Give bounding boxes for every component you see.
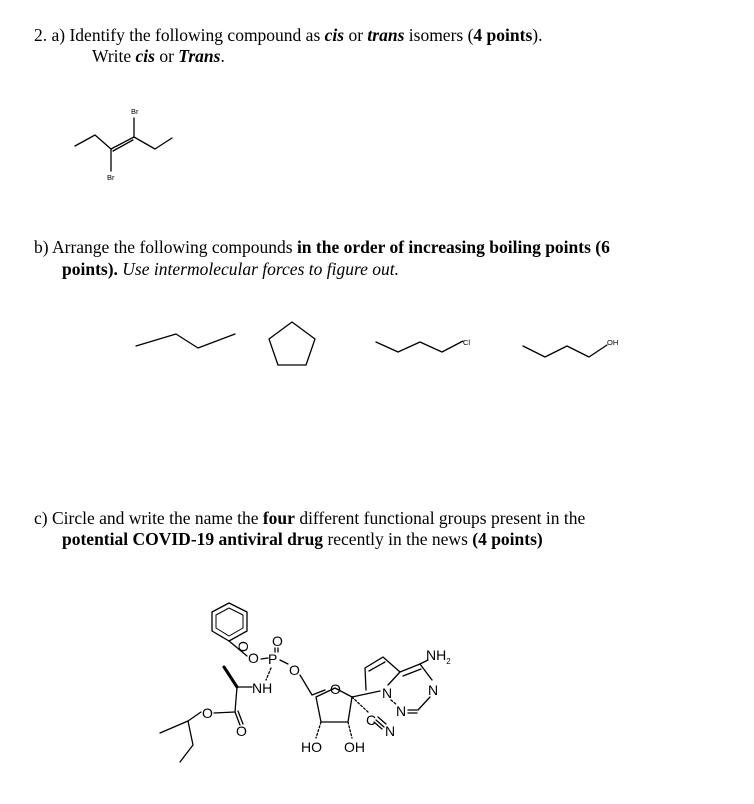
q2a-line2-trans: Trans	[178, 46, 221, 66]
nitrile-c-label: C	[366, 712, 377, 728]
ester-o-label: O	[202, 705, 213, 721]
pentanol-structure	[523, 338, 618, 357]
q2a-line2-cis: cis	[135, 46, 155, 66]
q2a-line2-end: .	[220, 46, 225, 66]
nh2-label	[426, 647, 451, 666]
q2c-line2	[62, 528, 543, 550]
nh2-text: NH	[426, 647, 447, 663]
q2c-line1-rest: different functional groups present in the	[294, 508, 586, 528]
n3-label: N	[396, 703, 407, 719]
q2a-points: 4 points	[473, 25, 533, 45]
q2b-line2-italic: Use intermolecular forces to figure out.	[117, 259, 400, 279]
q2c-four: four	[262, 508, 295, 528]
butane-structure	[136, 334, 235, 348]
q2a-mid: isomers (	[404, 25, 474, 45]
n2-label: N	[428, 682, 439, 698]
chloropentane-structure	[376, 338, 470, 352]
q2a-trans: trans	[367, 25, 405, 45]
q2c-line1	[34, 507, 585, 529]
q2b-line1-bold: in the order of increasing boiling points (6	[296, 237, 610, 257]
q2c-line1-prefix: c) Circle and write the name the	[34, 508, 263, 528]
br-top-label: Br	[131, 107, 139, 116]
antiviral-structure	[160, 603, 451, 762]
ho-label: HO	[301, 739, 322, 755]
oh-label: OH	[607, 338, 619, 347]
alkene-structure	[75, 107, 172, 182]
q2c-line2-mid: recently in the news	[323, 529, 473, 549]
phenoxy-o-label: O	[248, 650, 259, 666]
q2a-or: or	[344, 25, 368, 45]
q2a-line2-prefix: Write	[92, 46, 136, 66]
q2a-line1-prefix: 2. a) Identify the following compound as	[34, 25, 325, 45]
cl-label: Cl	[463, 338, 471, 347]
nh2-subscript: 2	[446, 657, 451, 666]
q2c-points: (4 points)	[472, 529, 543, 549]
carbonyl-o-label: O	[236, 723, 247, 739]
n1-label: N	[382, 685, 393, 701]
q2a-cis: cis	[324, 25, 345, 45]
ester-o-vertical-label: O	[235, 641, 251, 652]
ring-o-label: O	[330, 681, 341, 697]
q2b-line1	[34, 236, 610, 258]
phosphoryl-o-label: O	[272, 633, 283, 649]
q2b-line2-bold: points).	[62, 259, 118, 279]
phosphate-o-label: O	[289, 662, 300, 678]
nh-label: NH	[252, 680, 273, 696]
cyclopentane-structure	[269, 322, 315, 365]
q2b-line2	[62, 258, 399, 280]
nitrile-n-label: N	[385, 723, 396, 739]
oh-label-sugar: OH	[344, 739, 365, 755]
phosphorus-label: P	[268, 651, 278, 667]
q2c-drug: potential COVID-19 antiviral drug	[62, 529, 324, 549]
q2a-line2-or: or	[154, 46, 179, 66]
q2b-line1-prefix: b) Arrange the following compounds	[34, 237, 297, 257]
q2a-end: ).	[532, 25, 543, 45]
br-bottom-label: Br	[107, 173, 115, 182]
